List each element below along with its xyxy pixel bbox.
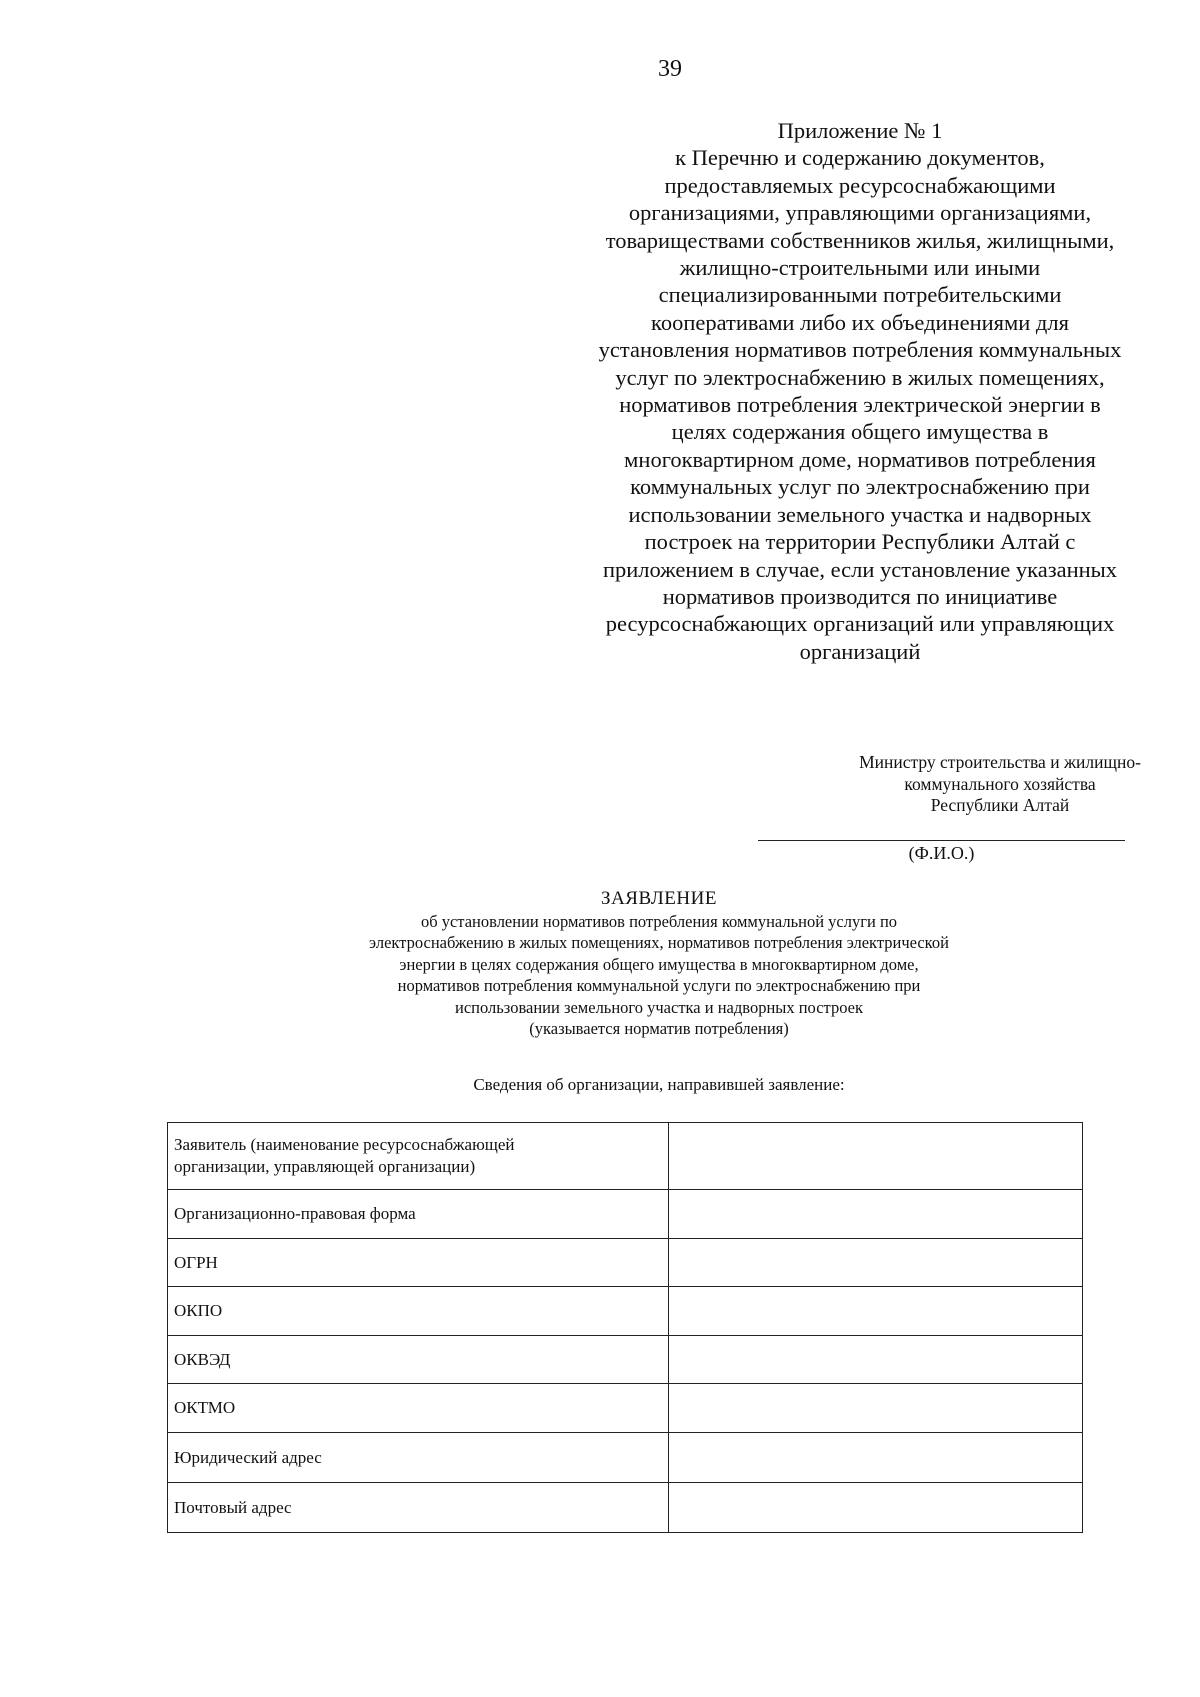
fio-label: (Ф.И.О.) (908, 843, 975, 863)
row-label-line: ОГРН (174, 1252, 218, 1272)
row-label (168, 1190, 669, 1239)
table-row (168, 1123, 1083, 1190)
statement-line: энергии в целях содержания общего имущества в многоквартирном доме, (399, 954, 919, 974)
row-label-line: ОКТМО (174, 1398, 236, 1417)
appendix-line: к Перечню и содержанию документов, (675, 145, 1045, 171)
addressee-line: Министру строительства и жилищно- (859, 752, 1141, 772)
statement-line: электроснабжению в жилых помещениях, нормативов потребления электрической (369, 933, 949, 953)
appendix-line: нормативов производится по инициативе (662, 583, 1058, 609)
row-label (168, 1336, 669, 1384)
statement-body (200, 911, 1118, 1039)
addressee-line: Республики Алтай (930, 795, 1070, 815)
appendix-line: кооперативами либо их объединениями для (651, 309, 1069, 335)
row-label-line: Организационно-правовая форма (174, 1204, 416, 1223)
appendix-line: организациями, управляющими организациями, (628, 200, 1092, 226)
appendix-line: предоставляемых ресурсоснабжающими (664, 172, 1056, 198)
row-label-line: Юридический адрес (174, 1447, 322, 1467)
appendix-line: приложением в случае, если установление указанных (602, 556, 1118, 582)
appendix-line: товариществами собственников жилья, жилищными, (605, 227, 1115, 253)
appendix-header (575, 117, 1145, 665)
appendix-line: многоквартирном доме, нормативов потребления (624, 446, 1096, 472)
row-value-field[interactable] (669, 1123, 1083, 1190)
appendix-line: установления нормативов потребления коммунальных (598, 337, 1122, 363)
appendix-line: целях содержания общего имущества в (671, 419, 1049, 445)
table-row (168, 1287, 1083, 1336)
table-row (168, 1239, 1083, 1287)
appendix-line: нормативов потребления электрической энергии в (619, 392, 1101, 418)
row-value-field[interactable] (669, 1384, 1083, 1433)
table-row (168, 1433, 1083, 1483)
row-value-field[interactable] (669, 1433, 1083, 1483)
statement-title: ЗАЯВЛЕНИЕ (601, 888, 717, 909)
fio-fill-line (758, 840, 1125, 841)
appendix-line: жилищно-строительными или иными (679, 255, 1041, 281)
row-value-field[interactable] (669, 1483, 1083, 1533)
appendix-line: использовании земельного участка и надворных (628, 501, 1092, 527)
row-label (168, 1287, 669, 1336)
row-label (168, 1384, 669, 1433)
page-number: 39 (658, 56, 682, 82)
table-row (168, 1483, 1083, 1533)
statement-line: нормативов потребления коммунальной услуги по электроснабжению при (397, 976, 921, 996)
statement-line: (указывается норматив потребления) (529, 1019, 789, 1039)
row-label (168, 1433, 669, 1483)
row-value-field[interactable] (669, 1336, 1083, 1384)
table-row (168, 1384, 1083, 1433)
row-value-field[interactable] (669, 1190, 1083, 1239)
row-label (168, 1483, 669, 1533)
org-info-table (167, 1122, 1083, 1533)
row-label-line: ОКВЭД (174, 1349, 231, 1369)
row-label-line: организации, управляющей организации) (174, 1157, 476, 1176)
row-label (168, 1123, 669, 1190)
row-label-line: Заявитель (наименование ресурсоснабжающей (174, 1135, 515, 1154)
statement-line: использовании земельного участка и надворных построек (455, 997, 863, 1017)
appendix-line: специализированными потребительскими (658, 282, 1062, 308)
table-row (168, 1336, 1083, 1384)
statement-block (200, 887, 1118, 1039)
org-caption: Сведения об организации, направившей заявление: (473, 1075, 845, 1094)
appendix-line: организаций (799, 638, 921, 664)
table-row (168, 1190, 1083, 1239)
appendix-line: коммунальных услуг по электроснабжению при (630, 474, 1090, 500)
statement-line: об установлении нормативов потребления коммунальной услуги по (420, 912, 898, 931)
row-value-field[interactable] (669, 1239, 1083, 1287)
addressee-block (760, 752, 1200, 817)
appendix-line: Приложение № 1 (777, 118, 943, 143)
row-label-line: Почтовый адрес (174, 1497, 292, 1517)
row-label (168, 1239, 669, 1287)
row-value-field[interactable] (669, 1287, 1083, 1336)
appendix-line: услуг по электроснабжению в жилых помещениях, (615, 364, 1105, 390)
appendix-line: ресурсоснабжающих организаций или управляющих (605, 611, 1115, 637)
row-label-line: ОКПО (174, 1301, 223, 1320)
appendix-line: построек на территории Республики Алтай с (644, 529, 1076, 555)
addressee-line: коммунального хозяйства (904, 773, 1096, 794)
